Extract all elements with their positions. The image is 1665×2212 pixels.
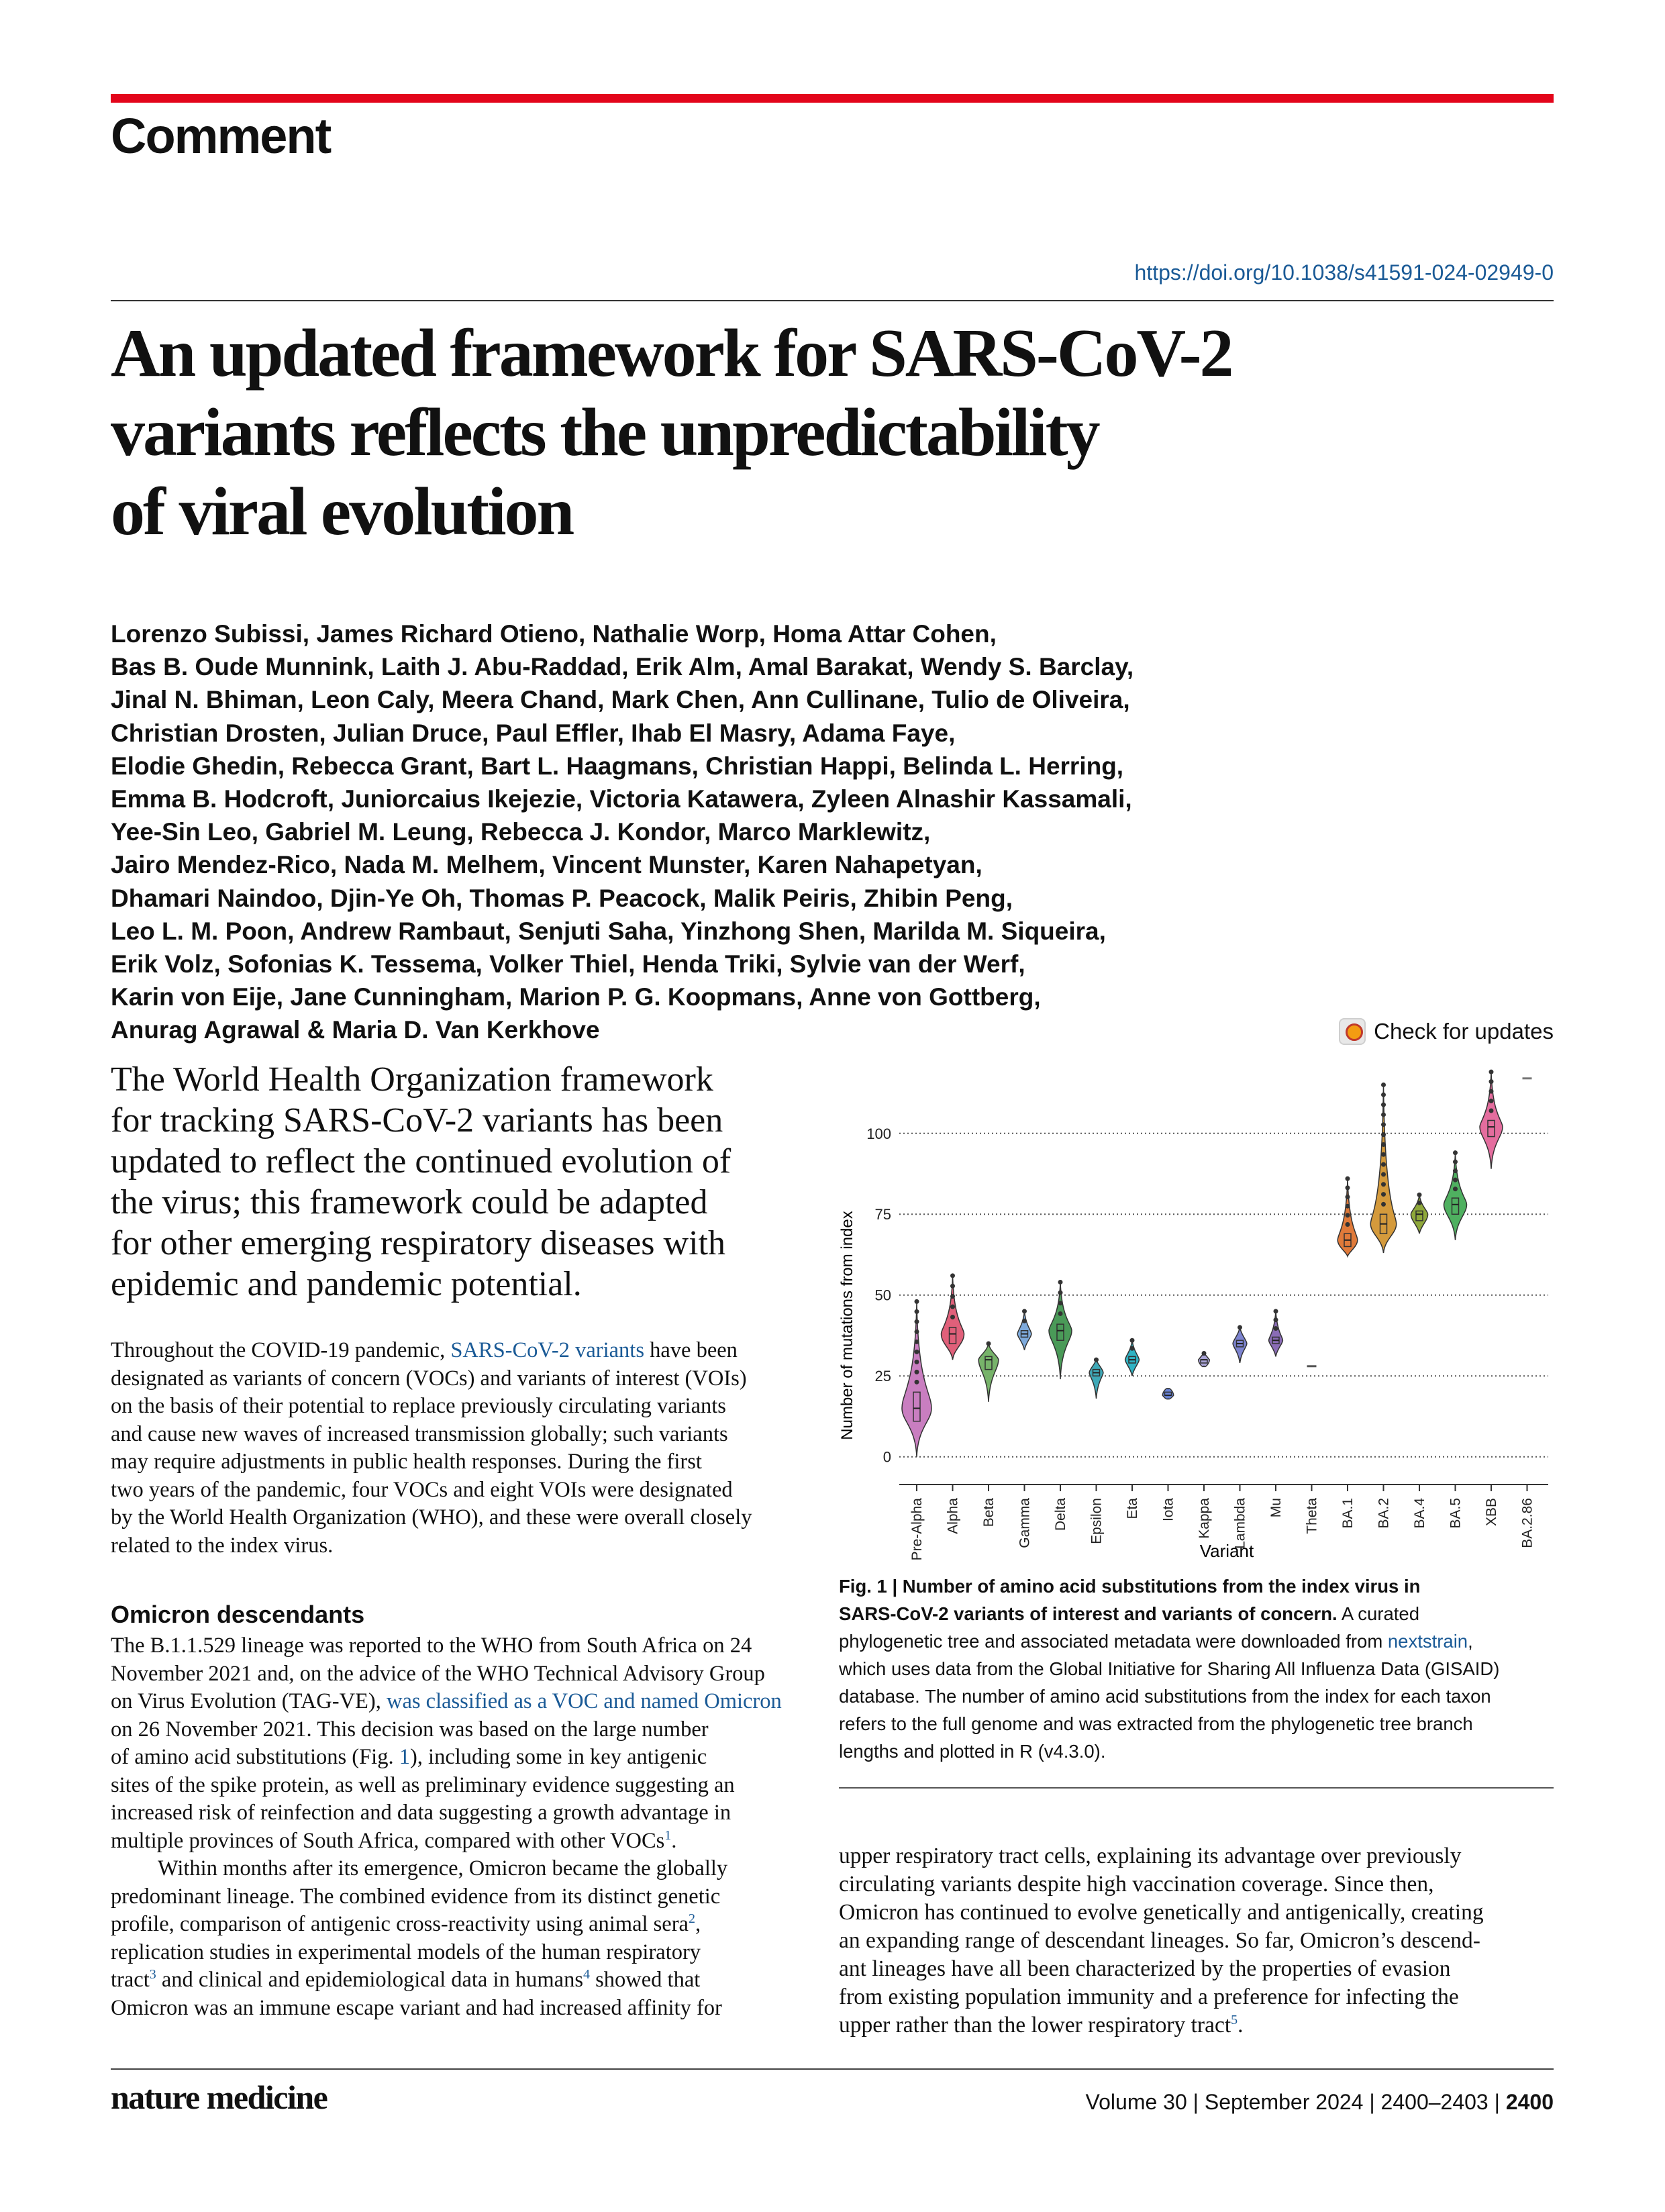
text-run: on Virus Evolution (TAG-VE), [111,1689,387,1713]
author-line: Karin von Eije, Jane Cunningham, Marion P. G. Koopmans, Anne von Gottberg, [111,983,1041,1011]
x-tick-label: Epsilon [1089,1498,1105,1544]
body-line: on the basis of their potential to replace previously circulating variants [111,1394,726,1418]
text-run: Throughout the COVID-19 pandemic, [111,1338,451,1362]
y-axis-label: Number of mutations from index [838,1211,856,1440]
standfirst-line: updated to reflect the continued evolution of [111,1142,731,1180]
outlier-point [1381,1132,1386,1137]
violin-iota [1162,1389,1173,1399]
caption-bold: Fig. 1 | Number of amino acid substitutions from the index virus in [839,1576,1421,1597]
x-axis-label: Variant [1199,1541,1254,1561]
x-tick-label: Pre-Alpha [909,1498,925,1561]
caption-line [839,1572,1550,1600]
figure-caption [839,1572,1550,1765]
text-run: upper rather than the lower respiratory tract [839,2013,1231,2038]
x-tick-label: Alpha [945,1498,961,1534]
caption-line: which uses data from the Global Initiative for Sharing All Influenza Data (GISAID) [839,1658,1500,1679]
check-updates-icon [1339,1018,1366,1045]
body-line [111,1966,815,1995]
violin-ba-4 [1411,1193,1427,1234]
y-tick-label: 75 [874,1206,891,1223]
outlier-point [1453,1187,1458,1191]
text-run: profile, comparison of antigenic cross-reactivity using animal sera [111,1912,689,1936]
author-line: Bas B. Oude Munnink, Laith J. Abu-Raddad, Erik Alm, Amal Barakat, Wendy S. Barclay, [111,653,1134,681]
text-run: have been [644,1338,738,1362]
title-line: of viral evolution [111,474,573,550]
author-line: Erik Volz, Sofonias K. Tessema, Volker Thiel, Henda Triki, Sylvie van der Werf, [111,950,1025,978]
omicron-paragraphs [111,1632,815,2022]
body-line: increased risk of reinfection and data suggesting a growth advantage in [111,1801,731,1825]
citation-ref[interactable]: 1 [664,1827,672,1843]
author-line: Emma B. Hodcroft, Juniorcaius Ikejezie, Victoria Katawera, Zyleen Alnashir Kassamali, [111,785,1132,813]
body-line [111,1688,815,1716]
body-line [839,2011,1554,2040]
caption-line: lengths and plotted in R (v4.3.0). [839,1741,1106,1762]
body-line: predominant lineage. The combined evidence from its distinct genetic [111,1884,721,1909]
text-run: A curated [1337,1603,1420,1624]
x-tick-label: BA.4 [1412,1498,1427,1529]
violin-ba-1 [1338,1176,1358,1256]
outlier-point [1346,1185,1350,1190]
outlier-point [1130,1338,1135,1343]
nextstrain-link[interactable]: nextstrain [1387,1631,1468,1652]
violin-alpha [942,1273,964,1360]
x-tick-label: BA.2.86 [1519,1498,1535,1548]
standfirst-line: epidemic and pandemic potential. [111,1265,582,1303]
y-tick-label: 100 [866,1125,891,1142]
outlier-point [1346,1204,1350,1209]
body-line: Omicron was an immune escape variant and had increased affinity for [111,1995,722,2020]
x-tick-label: XBB [1484,1498,1499,1527]
citation-ref[interactable]: 4 [583,1967,590,1982]
outlier-point [1058,1280,1063,1285]
x-tick-label: Kappa [1197,1498,1212,1539]
outlier-point [950,1305,955,1309]
text-run: , [1468,1631,1473,1652]
body-line: by the World Health Organization (WHO), and these were overall closely [111,1505,752,1529]
body-line: upper respiratory tract cells, explaining its advantage over previously [839,1844,1462,1868]
outlier-point [1058,1311,1063,1316]
x-tick-label: Lambda [1232,1498,1248,1549]
text-run: showed that [590,1968,701,1992]
body-line [111,1827,815,1856]
outlier-point [1489,1109,1494,1113]
text-run: of amino acid substitutions (Fig. [111,1745,399,1769]
check-for-updates-button[interactable] [1339,1015,1554,1048]
axis-layer [866,1125,1548,1561]
violin-body [1233,1327,1247,1363]
body-line: designated as variants of concern (VOCs) and variants of interest (VOIs) [111,1366,747,1391]
body-line: from existing population immunity and a preference for infecting the [839,1984,1459,2009]
header-rule [111,300,1554,301]
citation-ref[interactable]: 5 [1231,2012,1238,2027]
violin-mu [1269,1309,1283,1356]
outlier-point [1417,1193,1422,1197]
body-line: sites of the spike protein, as well as preliminary evidence suggesting an [111,1772,735,1797]
body-line: related to the index virus. [111,1533,334,1558]
standfirst [111,1059,822,1305]
citation-ref[interactable]: 3 [149,1967,156,1982]
x-tick-label: Eta [1125,1498,1140,1519]
standfirst-line: for other emerging respiratory diseases with [111,1224,725,1262]
right-column-text [839,1842,1554,2040]
body-line: and cause new waves of increased transmission globally; such variants [111,1421,728,1446]
x-tick-label: Theta [1304,1498,1320,1534]
violin-body [1089,1360,1103,1399]
y-tick-label: 0 [882,1448,891,1466]
outlier-point [1381,1083,1386,1087]
outlier-point [1094,1358,1099,1362]
title-line: An updated framework for SARS-CoV-2 [111,315,1232,391]
violin-gamma [1017,1309,1031,1350]
figure-ref-link[interactable]: 1 [399,1745,410,1769]
body-line: an expanding range of descendant lineages. So far, Omicron’s descend- [839,1928,1480,1953]
outlier-point [1489,1079,1494,1084]
violin-epsilon [1089,1358,1103,1399]
outlier-point [1202,1351,1207,1356]
outlier-point [950,1284,955,1289]
intro-paragraph [111,1337,815,1560]
caption-line [839,1627,1550,1655]
text-run: tract [111,1968,150,1992]
outlier-point [1022,1319,1027,1323]
outlier-point [1130,1346,1135,1351]
outlier-point [950,1273,955,1278]
outlier-point [950,1294,955,1299]
x-tick-label: BA.1 [1340,1498,1356,1529]
text-run: , [695,1912,701,1936]
outlier-point [1058,1301,1063,1305]
violin-ba-2 [1370,1083,1396,1253]
caption-line: database. The number of amino acid substitutions from the index for each taxon [839,1686,1491,1707]
outlier-point [1381,1162,1386,1167]
violin-body [1125,1340,1140,1376]
outlier-point [915,1309,919,1314]
outlier-point [1489,1070,1494,1074]
text-run: . [1238,2013,1244,2038]
author-line: Yee-Sin Leo, Gabriel M. Leung, Rebecca J. Kondor, Marco Marklewitz, [111,818,931,846]
violin-body [902,1301,931,1456]
outlier-point [1274,1317,1278,1322]
body-line: The B.1.1.529 lineage was reported to the WHO from South Africa on 24 [111,1633,752,1658]
violin-ba-5 [1444,1150,1467,1240]
outlier-point [1381,1152,1386,1157]
standfirst-line: the virus; this framework could be adapted [111,1183,708,1221]
body-line: two years of the pandemic, four VOCs and eight VOIs were designated [111,1477,733,1502]
x-tick-label: Mu [1268,1498,1284,1518]
author-line: Elodie Ghedin, Rebecca Grant, Bart L. Haagmans, Christian Happi, Belinda L. Herring, [111,752,1124,780]
doi-link[interactable]: https://doi.org/10.1038/s41591-024-02949-0 [1134,260,1554,285]
caption-line [839,1600,1550,1627]
outlier-point [915,1329,919,1334]
x-tick-label: BA.2 [1376,1498,1392,1529]
body-line [111,1911,815,1939]
outlier-point [987,1342,991,1346]
author-line: Leo L. M. Poon, Andrew Rambaut, Senjuti Saha, Yinzhong Shen, Marilda M. Siqueira, [111,917,1106,945]
body-line: ant lineages have all been characterized by the properties of evasion [839,1956,1451,1981]
outlier-point [1381,1192,1386,1197]
outlier-point [1058,1291,1063,1295]
author-line: Jairo Mendez-Rico, Nada M. Melhem, Vincent Munster, Karen Nahapetyan, [111,851,982,879]
x-tick-label: BA.5 [1448,1498,1464,1529]
title-line: variants reflects the unpredictability [111,395,1099,470]
check-updates-label: Check for updates [1374,1019,1554,1044]
violin-kappa [1199,1351,1209,1367]
caption-line: refers to the full genome and was extracted from the phylogenetic tree branch [839,1713,1473,1734]
outlier-point [1453,1160,1458,1164]
text-run: ), including some in key antigenic [409,1745,707,1769]
violin-layer [902,1070,1532,1457]
x-tick-label: Beta [981,1498,997,1527]
text-run: and clinical and epidemiological data in humans [156,1968,583,1992]
volume-text: Volume 30 | September 2024 | 2400–2403 | [1085,2090,1506,2114]
outlier-point [1381,1172,1386,1176]
standfirst-line: The World Health Organization framework [111,1060,713,1099]
outlier-point [915,1299,919,1304]
outlier-point [915,1319,919,1324]
grid-layer [899,1134,1548,1457]
body-line [111,1337,815,1365]
text-run: phylogenetic tree and associated metadata were downloaded from [839,1631,1388,1652]
outlier-point [1417,1201,1422,1205]
outlier-point [1381,1103,1386,1107]
x-tick-label: Iota [1160,1498,1176,1522]
author-line: Lorenzo Subissi, James Richard Otieno, Nathalie Worp, Homa Attar Cohen, [111,620,997,648]
voc-classification-link[interactable]: was classified as a VOC and named Omicron [386,1689,782,1713]
violin-beta [978,1342,999,1402]
article-title [111,314,1386,552]
outlier-point [915,1370,919,1374]
author-line: Jinal N. Bhiman, Leon Caly, Meera Chand, Mark Chen, Ann Cullinane, Tulio de Oliveira, [111,686,1130,714]
x-tick-label: Gamma [1017,1498,1033,1548]
body-line: Within months after its emergence, Omicron became the globally [158,1856,728,1880]
author-line: Anurag Agrawal & Maria D. Van Kerkhove [111,1016,600,1044]
outlier-point [1381,1122,1386,1127]
journal-name: nature medicine [111,2078,327,2116]
section-heading: Omicron descendants [111,1601,365,1628]
violin-eta [1125,1338,1140,1376]
outlier-point [915,1350,919,1354]
outlier-point [915,1380,919,1385]
violin-chart [832,1067,1554,1570]
outlier-point [1274,1309,1278,1313]
y-tick-label: 25 [874,1368,891,1385]
violin-body [978,1344,999,1402]
outlier-point [1381,1093,1386,1097]
outlier-point [1453,1150,1458,1155]
outlier-point [1274,1326,1278,1331]
accent-bar [111,94,1554,103]
outlier-point [1238,1325,1242,1329]
author-line: Dhamari Naindoo, Djin-Ye Oh, Thomas P. Peacock, Malik Peiris, Zhibin Peng, [111,884,1013,912]
outlier-point [1381,1112,1386,1117]
outlier-point [1489,1099,1494,1103]
standfirst-line: for tracking SARS-CoV-2 variants has been [111,1101,723,1140]
outlier-point [1022,1309,1027,1313]
violin-body [1370,1085,1396,1253]
volume-info [1086,2090,1554,2115]
outlier-point [1381,1142,1386,1147]
author-list [111,617,1352,1047]
outlier-point [1346,1195,1350,1199]
author-line: Christian Drosten, Julian Druce, Paul Effler, Ihab El Masry, Adama Faye, [111,719,956,747]
text-run: . [671,1828,677,1853]
outlier-point [915,1360,919,1364]
body-line: on 26 November 2021. This decision was based on the large number [111,1717,709,1742]
section-label: Comment [111,108,331,164]
violin-body [1444,1153,1467,1240]
body-line [111,1744,815,1772]
outlier-point [1346,1176,1350,1181]
outlier-point [1381,1182,1386,1187]
variants-link[interactable]: SARS-CoV-2 variants [450,1338,644,1362]
outlier-point [1346,1222,1350,1227]
violin-xbb [1480,1070,1503,1169]
text-run: multiple provinces of South Africa, compared with other VOCs [111,1828,665,1853]
body-line: circulating variants despite high vaccination coverage. Since then, [839,1872,1434,1897]
caption-bold: SARS-CoV-2 variants of interest and variants of concern. [839,1603,1338,1624]
outlier-point [950,1315,955,1319]
violin-lambda [1233,1325,1247,1363]
body-line: November 2021 and, on the advice of the WHO Technical Advisory Group [111,1661,765,1686]
outlier-point [1381,1202,1386,1207]
outlier-point [1346,1213,1350,1217]
y-tick-label: 50 [874,1287,891,1304]
body-line: Omicron has continued to evolve genetically and antigenically, creating [839,1900,1484,1925]
outlier-point [1453,1178,1458,1183]
body-line: replication studies in experimental models of the human respiratory [111,1940,701,1964]
footer-rule [111,2068,1554,2070]
outlier-point [1489,1089,1494,1094]
citation-ref[interactable]: 2 [688,1911,695,1927]
page-number: 2400 [1505,2090,1554,2114]
outlier-point [1453,1168,1458,1173]
body-line: may require adjustments in public health responses. During the first [111,1450,702,1474]
x-tick-label: Delta [1053,1498,1068,1531]
outlier-point [915,1340,919,1344]
caption-rule [839,1787,1554,1789]
violin-pre-alpha [902,1299,931,1457]
